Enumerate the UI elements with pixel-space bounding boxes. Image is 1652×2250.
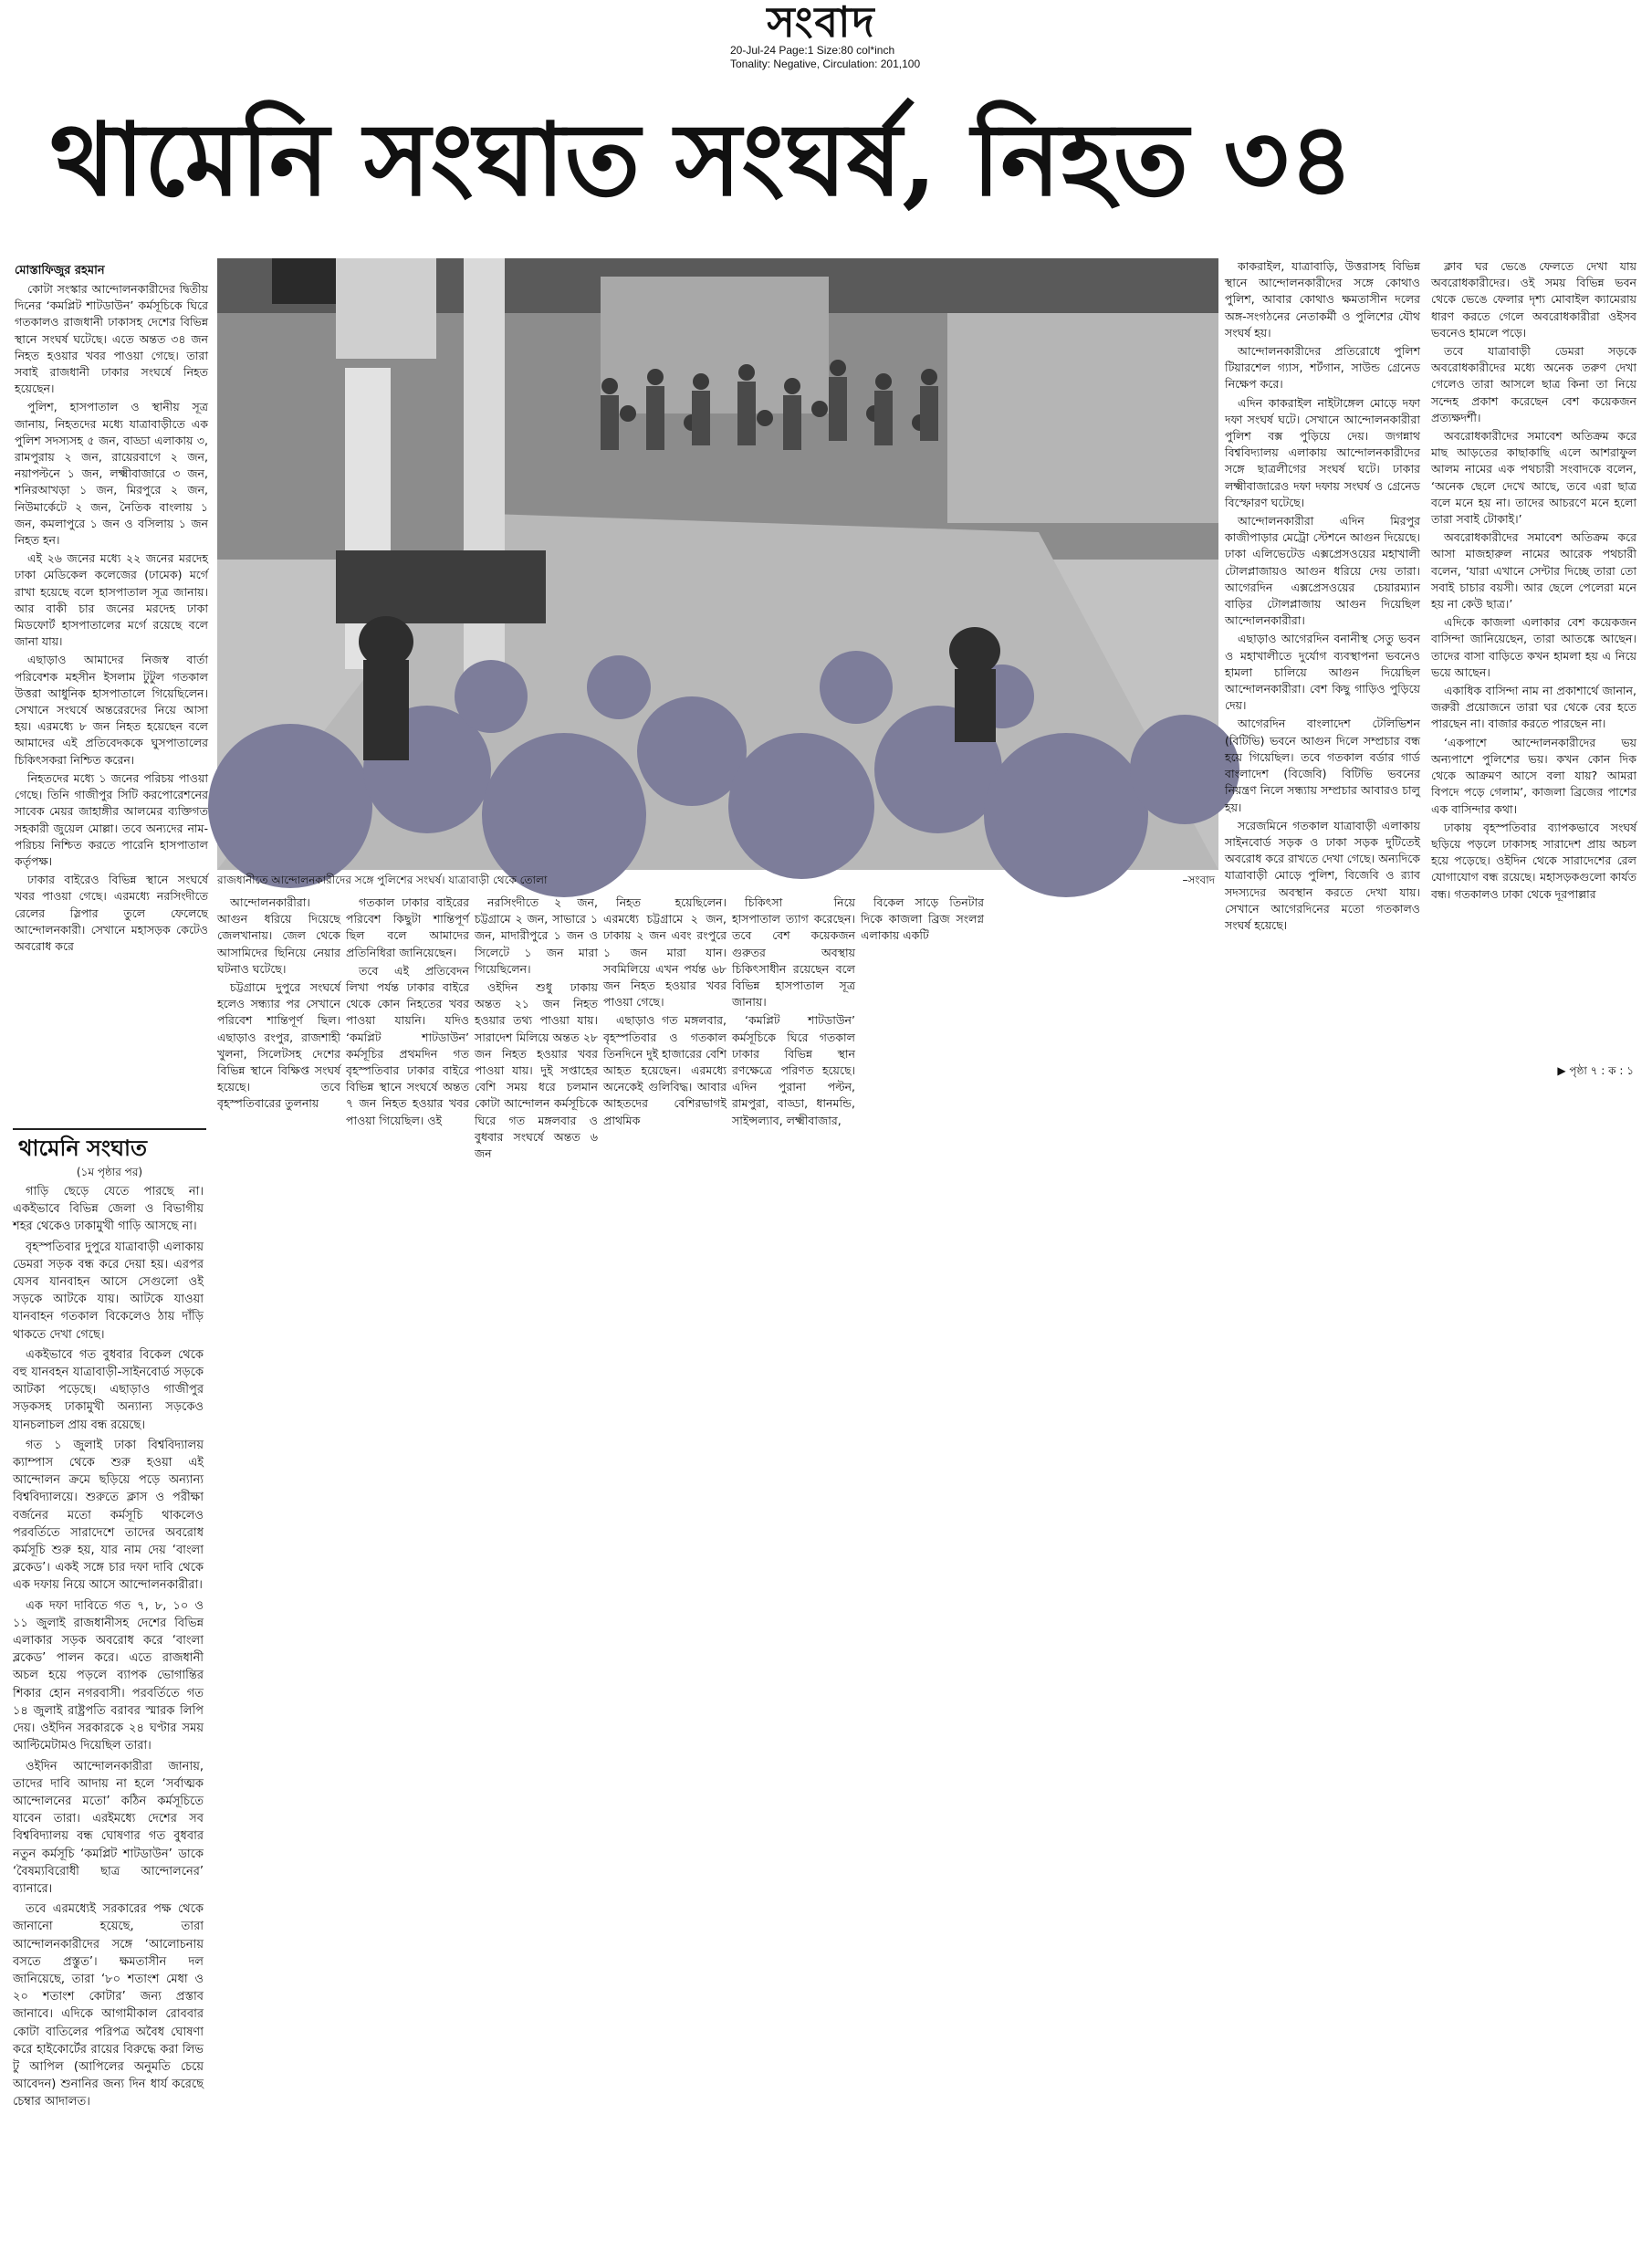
paragraph: আন্দোলনকারীরা। আগুন ধরিয়ে দিয়েছে জেলখানায়। জেল থেকে আসামিদের ছিনিয়ে নেয়ার ঘটনাও ঘটেছে। (217, 895, 340, 976)
paragraph: এছাড়াও গত মঙ্গলবার, বৃহস্পতিবার ও গতকাল তিনদিনে দুই হাজারের বেশি আহত হয়েছেন। এরমধ্যে অনেকেই গুলিবিদ্ধ। আবার আহতদের বেশিরভাগই প্রাথমিক (603, 1013, 727, 1127)
paragraph: অবরোধকারীদের সমাবেশ অতিক্রম করে আসা মাজহারুল নামের আরেক পথচারী বলেন, ‘যারা এখানে সেন্টার দিচ্ছে তারা তো সবাই চাচার বয়সী। আর ছেলে পেলেরা মনে হয় না কেউ ছাত্র।’ (1431, 530, 1636, 612)
clipping-meta-line2: Tonality: Negative, Circulation: 201,100 (730, 58, 921, 70)
paragraph: ওইদিন আন্দোলনকারীরা জানায়, তাদের দাবি আদায় না হলে ‘সর্বাত্মক আন্দোলনের মতো’ কঠিন কর্মসূচিতে যাবেন তারা। এরইমধ্যে দেশের সব বিশ্ববিদ্যালয় বন্ধ ঘোষণার গত বুধবার নতুন কর্মসূচি ‘কমপ্লিট শাটডাউন’ ডাকে ‘বৈষম্যবিরোধী ছাত্র আন্দোলনের’ ব্যানারে। (13, 1759, 204, 1896)
paragraph: নিহত হয়েছিলেন। এরমধ্যে চট্টগ্রামে ২ জন, ঢাকায় ২ জন এবং রংপুরে ১ জন মারা যান। সবমিলিয়ে এখন পর্যন্ত ৬৮ জন নিহত হওয়ার খবর পাওয়া গেছে। (603, 895, 727, 1010)
paragraph: একাধিক বাসিন্দা নাম না প্রকাশার্থে জানান, জরুরী প্রয়োজনে তারা ঘর থেকে বের হতে পারছেন না। বাজার করতে পারছেন না। (1431, 684, 1636, 731)
paragraph: ‘একপাশে আন্দোলনকারীদের ভয় অন্যপাশে পুলিশের ভয়। কখন কোন দিক থেকে আক্রমণ আসে বলা যায়? আমরা বিপদে পড়ে গেলাম’, কাজলা ব্রিজের পাশের এক বাসিন্দার কথা। (1431, 735, 1636, 816)
continuation-column (13, 1183, 204, 2233)
headline: থামেনি সংঘাত সংঘর্ষ, নিহত ৩৪ (50, 100, 1354, 218)
paragraph: একইভাবে গত বুধবার বিকেল থেকে বহু যানবহন যাত্রাবাড়ী-সাইনবোর্ড সড়কে আটকা পড়েছে। এছাড়াও গাজীপুর সড়কসহ ঢাকামুখী অন্যান্য সড়কেও যানচলাচল প্রায় বন্ধ রয়েছে। (13, 1347, 204, 1432)
paragraph: নরসিংদীতে ২ জন, চট্টগ্রামে ২ জন, সাভারে ১ জন, মাদারীপুরে ১ জন ও সিলেটে ১ জন মারা গিয়েছিলেন। (475, 895, 598, 976)
clipping-meta-line1: 20-Jul-24 Page:1 Size:80 col*inch (730, 44, 895, 57)
article-column-7-bottom (861, 895, 984, 1077)
paragraph: তবে এই প্রতিবেদন লিখা পর্যন্ত ঢাকার বাইরে থেকে কোন নিহতের খবর পাওয়া যায়নি। যদিও ‘কমপ্লিট শাটডাউন’ কর্মসূচির প্রথমদিন গত বৃহস্পতিবার ঢাকার বাইরে বিভিন্ন স্থানে সংঘর্ষে অন্তত ৭ জন নিহত হওয়ার খবর পাওয়া গিয়েছিল। ওই (346, 963, 469, 1127)
article-column-2 (217, 895, 340, 1111)
photo-scene (217, 258, 1218, 870)
clipping-meta (730, 44, 967, 73)
article-column-6 (732, 895, 855, 1127)
paragraph: সরেজমিনে গতকাল যাত্রাবাড়ী এলাকায় সাইনবোর্ড সড়ক ও ঢাকা সড়ক দুটিতেই অবরোধ করে রাখতে দেখা গেছে। অন্যদিকে যাত্রাবাড়ী মোড়ে পুলিশ, বিজেবি ও র‍্যাব সদস্যদের অবস্থান করতে দেখা যায়। সেখানে আগেরদিনের মতো গতকালও সংঘর্ষ হয়েছে। (1225, 818, 1420, 932)
article-column-7 (1225, 258, 1420, 1077)
paragraph: আন্দোলনকারীরা এদিন মিরপুর কাজীপাড়ার মেট্রো স্টেশনে আগুন দিয়েছে। ঢাকা এলিভেটেড এক্সপ্রেসওয়ের মহাখালী টোলপ্লাজায়ও আগুন ধরিয়ে দেয় তারা। আগেরদিন এক্সপ্রেসওয়ের চেয়ারম্যান বাড়ির টোলপ্লাজায় আগুন দিয়েছিল আন্দোলনকারীরা। (1225, 514, 1420, 628)
paragraph: এছাড়াও আগেরদিন বনানীস্থ সেতু ভবন ও মহাখালীতে দুর্যোগ ব্যবস্থাপনা ভবনেও হামলা চালিয়ে আগুন দিয়েছিল আন্দোলনকারীরা। বেশ কিছু গাড়িও পুড়িয়ে দেয়। (1225, 632, 1420, 713)
paragraph: ওইদিন শুধু ঢাকায় অন্তত ২১ জন নিহত হওয়ার তথ্য পাওয়া যায়। সারাদেশ মিলিয়ে অন্তত ২৮ জন নিহত হওয়ার খবর পাওয়া যায়। দুই সপ্তাহের বেশি সময় ধরে চলমান কোটা আন্দোলন কর্মসূচিকে ঘিরে গত মঙ্গলবার ও বুধবার সংঘর্ষে অন্তত ৬ জন (475, 980, 598, 1161)
paragraph: কোটা সংস্কার আন্দোলনকারীদের দ্বিতীয় দিনের ‘কমপ্লিট শাটডাউন’ কর্মসূচিকে ঘিরে গতকালও রাজধানী ঢাকাসহ দেশের বিভিন্ন স্থানে সংঘর্ষ ঘটেছে। এতে অন্তত ৩৪ জন নিহত হওয়ার খবর পাওয়া গেছে। তারা সবাই রাজধানী ঢাকার সংঘর্ষে নিহত হয়েছেন। (15, 282, 208, 396)
paragraph: আন্দোলনকারীদের প্রতিরোধে পুলিশ টিয়ারশেল গ্যাস, শর্টগান, সাউন্ড গ্রেনেড নিক্ষেপ করে। (1225, 344, 1420, 392)
paragraph: কাকরাইল, যাত্রাবাড়ি, উত্তরাসহ বিভিন্ন স্থানে আন্দোলনকারীদের সঙ্গে কোথাও পুলিশ, আবার কোথাও ক্ষমতাসীন দলের অঙ্গ-সংগঠনের নেতাকর্মী ও পুলিশের যৌথ সংঘর্ষ হয়। (1225, 259, 1420, 340)
byline: মোস্তাফিজুর রহমান (15, 264, 105, 277)
article-column-8 (1431, 258, 1636, 1062)
divider (13, 1128, 206, 1130)
newspaper-masthead: সংবাদ (767, 0, 876, 47)
paragraph: তবে এরমধ্যেই সরকারের পক্ষ থেকে জানানো হয়েছে, তারা আন্দোলনকারীদের সঙ্গে ‘আলোচনায় বসতে প্রস্তুত’। ক্ষমতাসীন দল জানিয়েছে, তারা ‘৮০ শতাংশ মেধা ও ২০ শতাংশ কোটার’ জন্য প্রস্তাব জানাবে। এদিকে আগামীকাল রোববার কোটা বাতিলের পরিপত্র অবৈধ ঘোষণা করে হাইকোর্টের রায়ের বিরুদ্ধে করা লিভ টু আপিল (আপিলের অনুমতি চেয়ে আবেদন) শুনানির জন্য দিন ধার্য করেছে চেম্বার আদালত। (13, 1902, 204, 2109)
paragraph: বিকেল সাড়ে তিনটার দিকে কাজলা ব্রিজ সংলগ্ন এলাকায় একটি (861, 895, 984, 943)
continued-marker: ▶ পৃষ্ঠা ৭ : ক : ১ (1557, 1064, 1634, 1077)
paragraph: ঢাকায় বৃহস্পতিবার ব্যাপকভাবে সংঘর্ষ ছড়িয়ে পড়লে ঢাকাসহ সারাদেশ প্রায় অচল হয়ে পড়েছে। ওইদিন থেকে সারাদেশের রেল যোগাযোগ বন্ধ রয়েছে। মহাসড়কগুলো কার্যত বন্ধ। গতকালও ঢাকা থেকে দূরপাল্লার (1431, 820, 1636, 901)
paragraph: ‘কমপ্লিট শাটডাউন’ কর্মসূচিকে ঘিরে গতকাল ঢাকার বিভিন্ন স্থান রণক্ষেত্রে পরিণত হয়েছে। এদিন পুরানা পল্টন, রামপুরা, বাড্ডা, ধানমন্ডি, সাইন্সল্যাব, লক্ষ্মীবাজার, (732, 1013, 855, 1127)
paragraph: বৃহস্পতিবার দুপুরে যাত্রাবাড়ী এলাকায় ডেমরা সড়ক বন্ধ করে দেয়া হয়। এরপর যেসব যানবাহন আসে সেগুলো ওই সড়কে আটকে যায়। আটকে যাওয়া যানবাহন গতকাল বিকেলেও ঠায় দাঁড়ি থাকতে দেখা গেছে। (13, 1240, 204, 1342)
paragraph: অবরোধকারীদের সমাবেশ অতিক্রম করে মাছ আড়তের কাছাকাছি এলে আশরাফুল আলম নামের এক পথচারী সংবাদকে বলেন, ‘অনেক ছেলে দেখে আছে, তবে এরা ছাত্র বলে মনে হয় না। তাদের আচরণে মনে হলো তারা সবাই টোকাই।’ (1431, 429, 1636, 527)
paragraph: গাড়ি ছেড়ে যেতে পারছে না। একইভাবে বিভিন্ন জেলা ও বিভাগীয় শহর থেকেও ঢাকামুখী গাড়ি আসছে না। (13, 1185, 204, 1234)
article-column-3 (346, 895, 469, 1127)
paragraph: গতকাল ঢাকার বাইরের পরিবেশ কিছুটা শান্তিপূর্ণ ছিল বলে আমাদের প্রতিনিধিরা জানিয়েছেন। (346, 895, 469, 959)
paragraph: এছাড়াও আমাদের নিজস্ব বার্তা পরিবেশক মহসীন ইসলাম টুটুল গতকাল উত্তরা আধুনিক হাসপাতালে গিয়েছিলেন। সেখানে সংঘর্ষে অন্তরেরদের নিয়ে আসা হয়। এরমধ্যে ৮ জন নিহত হয়েছেন বলে আমাদের এই প্রতিবেদককে ঘুসপাতালের চিকিৎসকরা নিশ্চিত করেন। (15, 653, 208, 767)
paragraph: ক্লাব ঘর ভেঙে ফেলতে দেখা যায় অবরোধকারীদের। ওই সময় বিভিন্ন ভবন থেকে ভেঙে ফেলার দৃশ্য মোবাইল ক্যামেরায় ধারণ করতে গেলে অবরোধকারীরা ওইসব ভবনেও হামলে পড়ে। (1431, 259, 1636, 340)
photo-credit: –সংবাদ (1182, 874, 1215, 886)
paragraph: পুলিশ, হাসপাতাল ও স্থানীয় সূত্র জানায়, নিহতদের মধ্যে যাত্রাবাড়ীতে এক পুলিশ সদস্যসহ ৫ জন, বাড্ডা এলাকায় ৩, রামপুরায় ২ জন, রায়েরবাগে ২ জন, নয়াপল্টনে ১ জন, লক্ষ্মীবাজারে ৩ জন, শনিরআখড়া ১ জন, মিরপুরে ২ জন, নিউমার্কেটে ২ জন, নৈতিক বাংলায় ১ জন, কমলাপুরে ১ জন ও বসিলায় ১ জন নিহত হন। (15, 400, 208, 548)
paragraph: আগেরদিন বাংলাদেশ টেলিভিশন (বিটিভি) ভবনে আগুন দিলে সম্প্রচার বন্ধ হয়ে গিয়েছিল। তবে গতকাল বর্ডার গার্ড বাংলাদেশ (বিজেবি) বিটিভি ভবনের নিয়ন্ত্রণ নিলে সন্ধ্যায় সম্প্রচার আবারও চালু হয়। (1225, 717, 1420, 814)
paragraph: এদিকে কাজলা এলাকার বেশ কয়েকজন বাসিন্দা জানিয়েছেন, তারা আতঙ্কে আছেন। তাদের বাসা বাড়িতে কখন হামলা হয় এ নিয়ে ভয়ে আছেন। (1431, 615, 1636, 679)
paragraph: ঢাকার বাইরেও বিভিন্ন স্থানে সংঘর্ষে খবর পাওয়া গেছে। এরমধ্যে নরসিংদীতে রেলের স্লিপার তুলে ফেলেছে আন্দোলনকারী। সেখানে মহাসড়ক কেটেও অবরোধ করে (15, 873, 208, 953)
photo-caption-bar (217, 870, 1218, 890)
paragraph: তবে যাত্রাবাড়ী ডেমরা সড়কে অবরোধকারীদের মধ্যে অনেক তরুণ দেখা গেলেও তারা আসলে ছাত্র কিনা তা নিয়ে সন্দেহ প্রকাশ করেছেন বেশ কয়েকজন প্রত্যক্ষদর্শী। (1431, 344, 1636, 424)
article-column-left (15, 281, 208, 1128)
paragraph: এদিন কাকরাইল নাইটাঙ্গেল মোড়ে দফা দফা সংঘর্ষ ঘটে। সেখানে আন্দোলনকারীরা পুলিশ বক্স পুড়িয়ে দেয়। জগন্নাথ বিশ্ববিদ্যালয় এলাকায় আন্দোলনকারীদের সঙ্গে ছাত্রলীগের সংঘর্ষ ঘটে। ঢাকার লক্ষ্মীবাজারেও দফা দফায় সংঘর্ষ ও গ্রেনেড বিস্ফোরণ ঘটেছে। (1225, 395, 1420, 509)
paragraph: গত ১ জুলাই ঢাকা বিশ্ববিদ্যালয় ক্যাম্পাস থেকে শুরু হওয়া এই আন্দোলন ক্রমে ছড়িয়ে পড়ে অন্যান্য বিশ্ববিদ্যালয়ে। শুরুতে ক্লাস ও পরীক্ষা বর্জনের মতো কর্মসূচি থাকলেও পরবর্তিতে সারাদেশে তাদের অবরোধ কর্মসূচি শুরু হয়, যার নাম দেয় ‘বাংলা ব্লকেড’। একই সঙ্গে চার দফা দাবি থেকে এক দফায় নিয়ে আসে আন্দোলনকারীরা। (13, 1438, 204, 1593)
continuation-from-page: (১ম পৃষ্ঠার পর) (76, 1166, 143, 1178)
paragraph: এই ২৬ জনের মধ্যে ২২ জনের মরদেহ ঢাকা মেডিকেল কলেজের (ঢামেক) মর্গে রাখা হয়েছে বলে হাসপাতাল সূত্র জানায়। আর বাকী চার জনের মরদেহ ঢাকা মিডফোর্ট হাসপাতালের মর্গে রয়েছে বলে জানা যায়। (15, 551, 208, 649)
paragraph: চট্টগ্রামে দুপুরে সংঘর্ষে হলেও সন্ধ্যার পর সেখানে পরিবেশ শান্তিপূর্ণ ছিল। এছাড়াও রংপুর, রাজশাহী খুলনা, সিলেটসহ দেশের বিভিন্ন স্থানে বিক্ষিপ্ত সংঘর্ষ হয়েছে। তবে বৃহস্পতিবারের তুলনায় (217, 980, 340, 1111)
article-column-4 (475, 895, 598, 1161)
continuation-title: থামেনি সংঘাত (18, 1135, 147, 1161)
photo-caption: রাজধানীতে আন্দোলনকারীদের সঙ্গে পুলিশের সংঘর্ষ। যাত্রাবাড়ী থেকে তোলা (217, 874, 548, 886)
paragraph: এক দফা দাবিতে গত ৭, ৮, ১০ ও ১১ জুলাই রাজধানীসহ দেশের বিভিন্ন এলাকার সড়ক অবরোধ করে ‘বাংলা ব্লকেড’ পালন করে। এতে রাজধানী অচল হয়ে পড়লে ব্যাপক ভোগান্তির শিকার হোন নগরবাসী। পরবর্তিতে গত ১৪ জুলাই রাষ্ট্রপতি বরাবর স্মারক লিপি দেয়। ওইদিন সরকারকে ২৪ ঘণ্টার সময় আল্টিমেটামও দিয়েছিল তারা। (13, 1598, 204, 1753)
paragraph: চিকিৎসা নিয়ে হাসপাতাল ত্যাগ করেছেন। তবে বেশ কয়েকজন গুরুতর অবস্থায় চিকিৎসাধীন রয়েছেন বলে বিভিন্ন হাসপাতাল সূত্র জানায়। (732, 895, 855, 1010)
paragraph: নিহতদের মধ্যে ১ জনের পরিচয় পাওয়া গেছে। তিনি গাজীপুর সিটি করপোরেশনের সাবেক মেয়র জাহাঙ্গীর আলমের ব্যক্তিগত সহকারী জুয়েল মোল্লা। তবে অন্যদের নাম-পরিচয় নিশ্চিত করতে পারেনি হাসপাতাল কর্তৃপক্ষ। (15, 770, 208, 868)
news-photo (217, 258, 1218, 870)
article-column-5 (603, 895, 727, 1127)
